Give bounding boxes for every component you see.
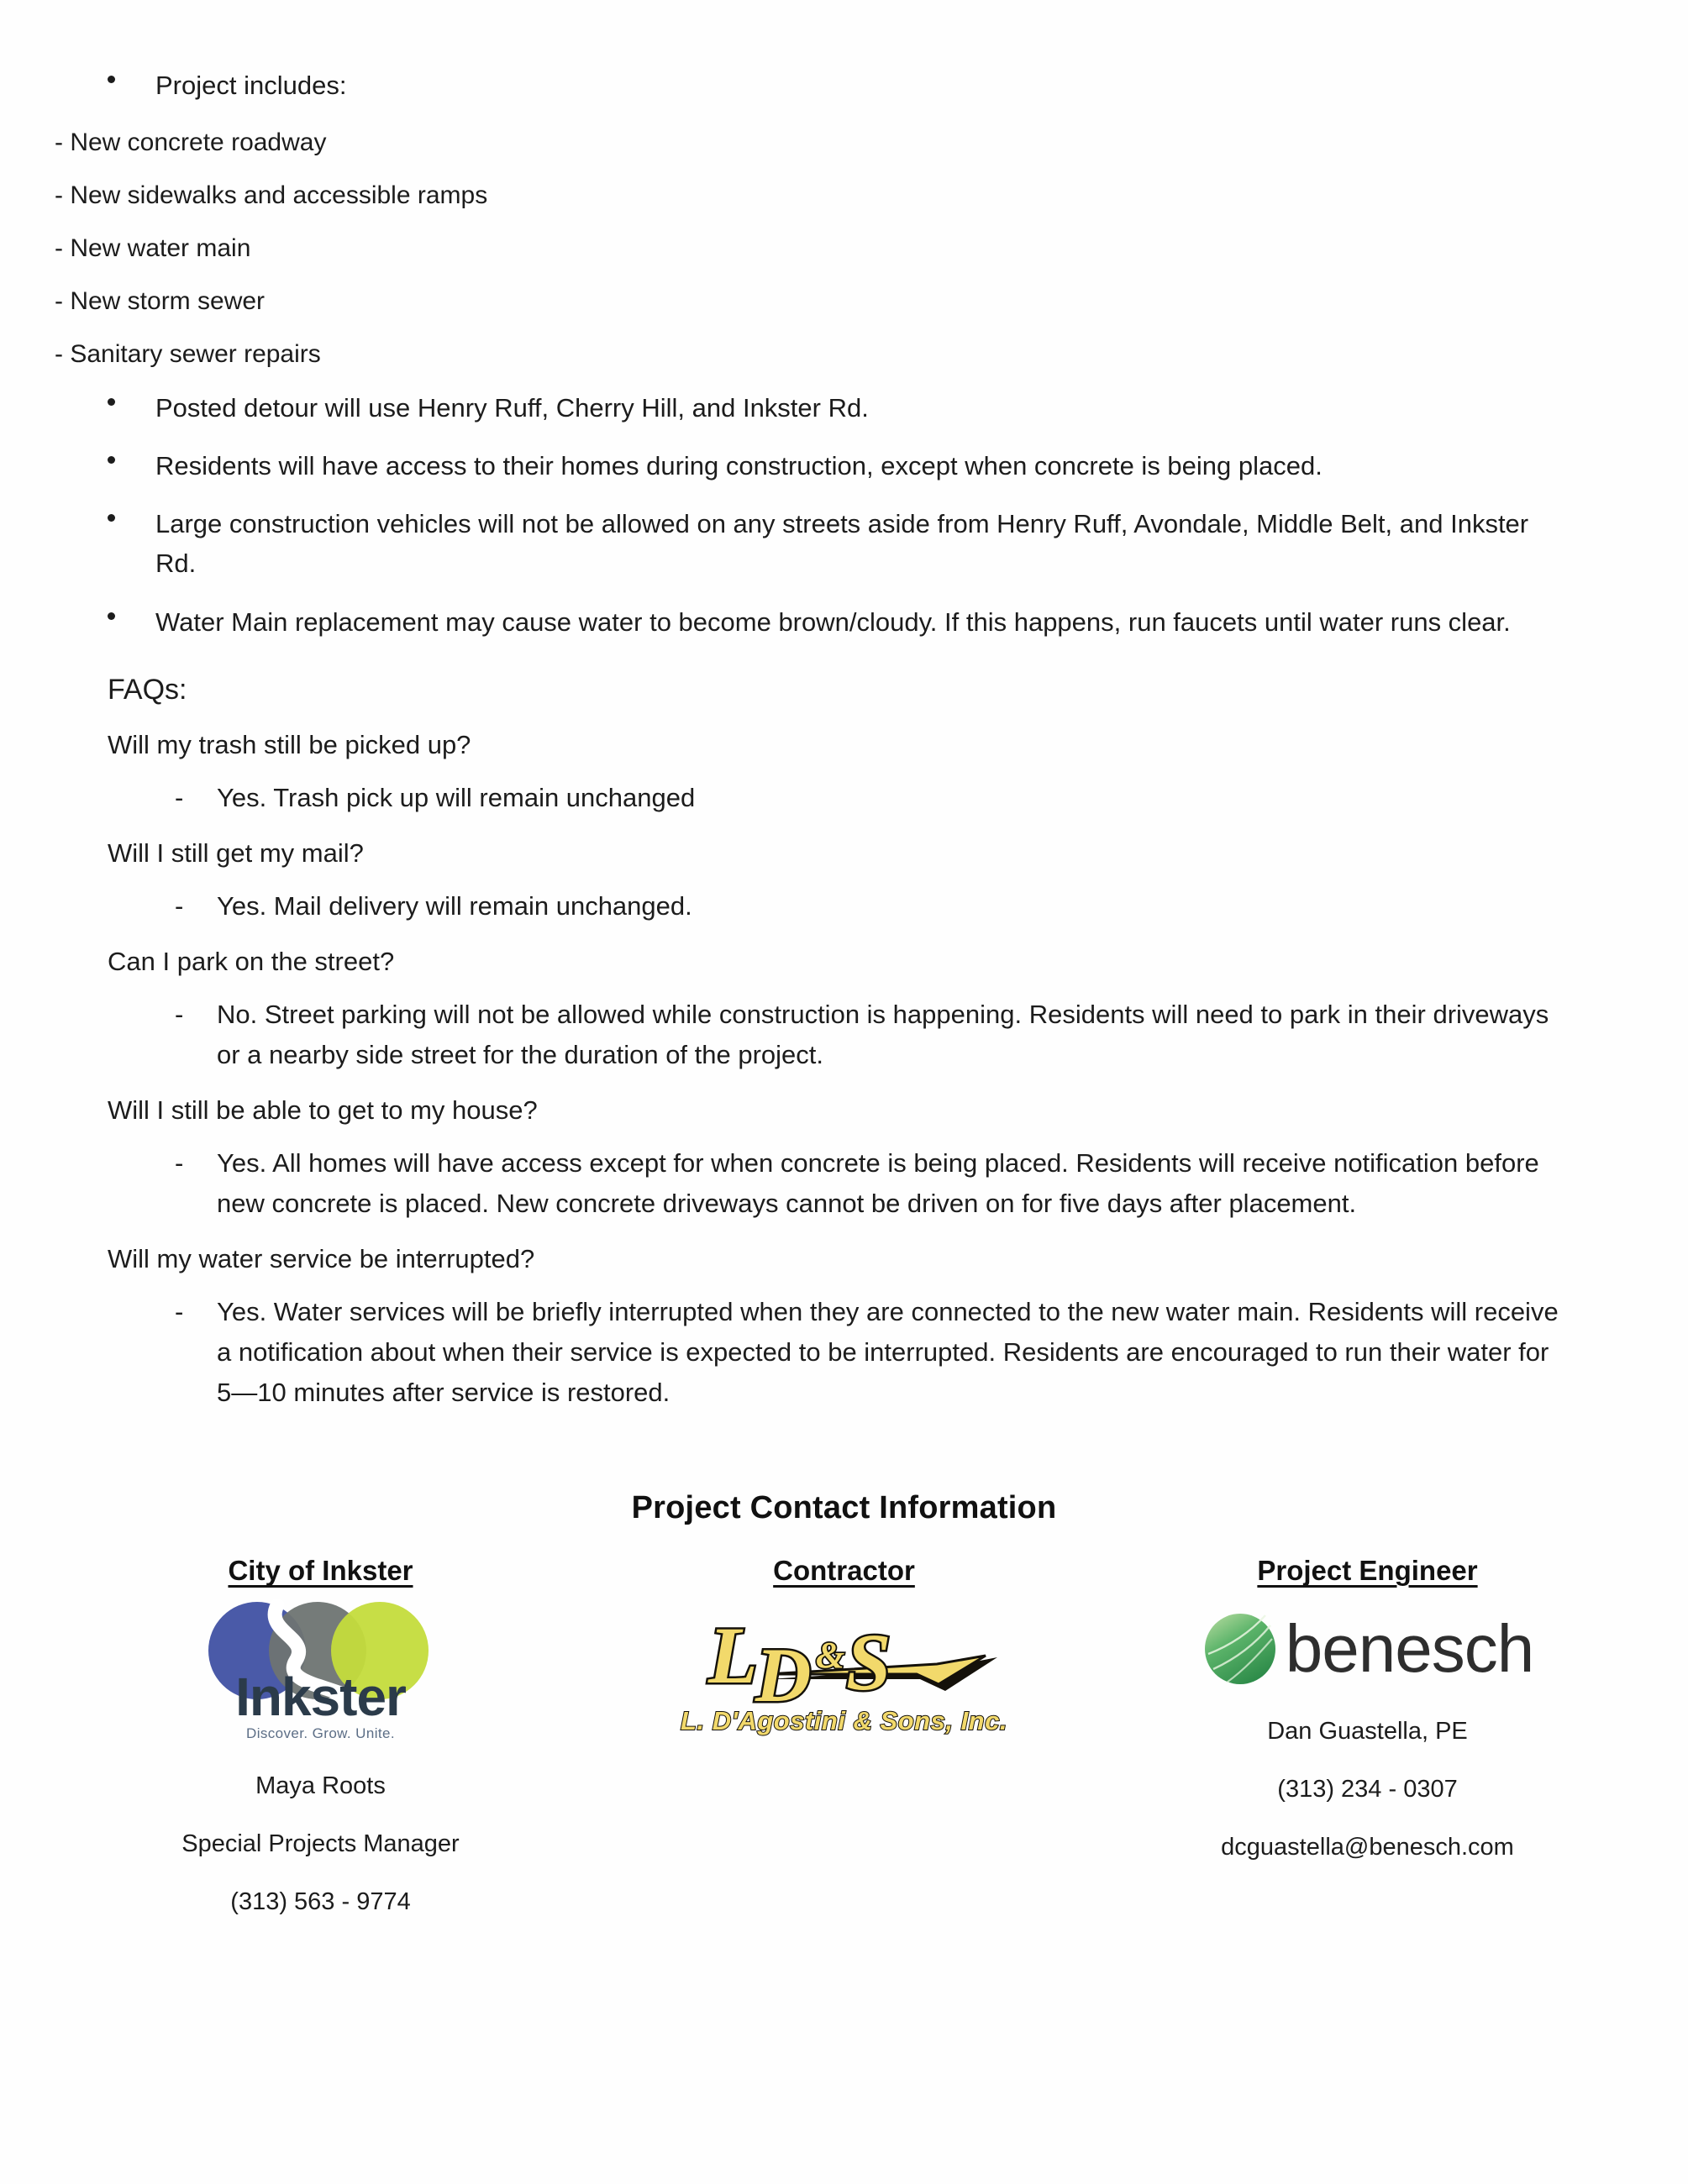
faq-answer-text: Yes. Mail delivery will remain unchanged. [217, 891, 692, 921]
faq-question: Will I still get my mail? [108, 838, 364, 869]
sub-item-text: - New water main [55, 234, 251, 263]
sub-item-text: - Sanitary sewer repairs [55, 340, 321, 369]
inkster-tagline: Discover. Grow. Unite. [246, 1725, 395, 1741]
lds-company-name: L. D'Agostini & Sons, Inc. [681, 1706, 1007, 1736]
faq-dash-icon: - [175, 1297, 184, 1327]
contact-email[interactable]: dcguastella@benesch.com [1221, 1834, 1514, 1861]
contact-column-heading: City of Inkster [228, 1555, 413, 1587]
faq-heading: FAQs: [108, 673, 187, 706]
contact-column-heading: Contractor [773, 1555, 915, 1587]
sub-item [55, 335, 1688, 373]
benesch-wordmark: benesch [1285, 1611, 1534, 1687]
contact-phone[interactable]: (313) 563 - 9774 [230, 1887, 411, 1915]
inkster-wordmark: Inkster [235, 1667, 406, 1728]
sub-item [55, 123, 1688, 161]
bullet-text: Project includes: [155, 71, 347, 100]
faq-answer-text: Yes. Water services will be briefly interrupted when they are connected to the new water main. Residents will receive a notification about when their service is expected to be interrupted. Residents are encouraged to run their water for 5—10 minutes after service is restored. [217, 1297, 1559, 1408]
contact-column-engineer [1106, 1555, 1629, 1916]
faq-dash-icon: - [175, 1148, 184, 1179]
contact-column-city [59, 1555, 582, 1916]
faq-question: Will my water service be interrupted? [108, 1244, 535, 1274]
bullet-item [0, 602, 1688, 642]
contact-name: Dan Guastella, PE [1267, 1718, 1468, 1746]
svg-text:L: L [707, 1610, 758, 1701]
bullet-dot-icon [108, 76, 115, 83]
faq-answer [175, 1143, 1570, 1224]
sub-item [55, 282, 1688, 320]
benesch-logo [1187, 1610, 1549, 1688]
bullet-dot-icon [108, 398, 115, 406]
svg-text:S: S [845, 1617, 891, 1708]
faq-answer [175, 778, 1570, 818]
faq-answer-text: No. Street parking will not be allowed while construction is happening. Residents will need to park in their driveways or a nearby side street for the duration of the project. [217, 1000, 1549, 1070]
contact-column-contractor [582, 1555, 1106, 1916]
contact-section-title: Project Contact Information [631, 1490, 1057, 1526]
sub-item [55, 176, 1688, 214]
faq-question: Can I park on the street? [108, 947, 395, 977]
contact-column-heading: Project Engineer [1257, 1555, 1478, 1587]
svg-text:D: D [755, 1632, 811, 1719]
svg-text:&: & [815, 1635, 844, 1677]
faq-answer [175, 886, 1570, 927]
sub-item-text: - New concrete roadway [55, 129, 327, 157]
contact-name: Maya Roots [255, 1772, 386, 1799]
faq-dash-icon: - [175, 783, 184, 813]
contact-phone[interactable]: (313) 234 - 0307 [1277, 1776, 1458, 1803]
benesch-sphere-icon [1202, 1610, 1279, 1688]
bullet-item [0, 388, 1688, 428]
bullet-dot-icon [108, 514, 115, 522]
bullet-text: Residents will have access to their homes during construction, except when concrete is being placed. [155, 451, 1323, 481]
bullet-dot-icon [108, 456, 115, 464]
bullet-item [0, 66, 1688, 105]
bullet-text: Water Main replacement may cause water to become brown/cloudy. If this happens, run faucets until water runs clear. [155, 606, 1511, 637]
bullet-item [0, 504, 1688, 583]
faq-dash-icon: - [175, 891, 184, 921]
faq-answer-text: Yes. Trash pick up will remain unchanged [217, 783, 696, 813]
bullet-text: Posted detour will use Henry Ruff, Cherry Hill, and Inkster Rd. [155, 393, 869, 423]
faq-answer [175, 995, 1570, 1075]
bullet-dot-icon [108, 612, 115, 620]
faq-question: Will my trash still be picked up? [108, 730, 471, 760]
sub-item-text: - New sidewalks and accessible ramps [55, 181, 488, 210]
contact-grid [0, 1555, 1688, 1916]
inkster-logo [170, 1599, 472, 1742]
lds-logo [668, 1599, 1021, 1758]
contact-role: Special Projects Manager [181, 1830, 460, 1857]
sub-item-text: - New storm sewer [55, 287, 266, 316]
faq-answer [175, 1292, 1570, 1413]
bullet-item [0, 446, 1688, 486]
bullet-text: Large construction vehicles will not be allowed on any streets aside from Henry Ruff, Avondale, Middle Belt, and Inkster Rd. [155, 509, 1529, 579]
sub-item [55, 229, 1688, 267]
faq-question: Will I still be able to get to my house? [108, 1095, 538, 1126]
faq-dash-icon: - [175, 1000, 184, 1030]
faq-answer-text: Yes. All homes will have access except for when concrete is being placed. Residents will receive notification before new concrete is placed. New concrete driveways cannot be driven on for five days after placement. [217, 1148, 1539, 1219]
